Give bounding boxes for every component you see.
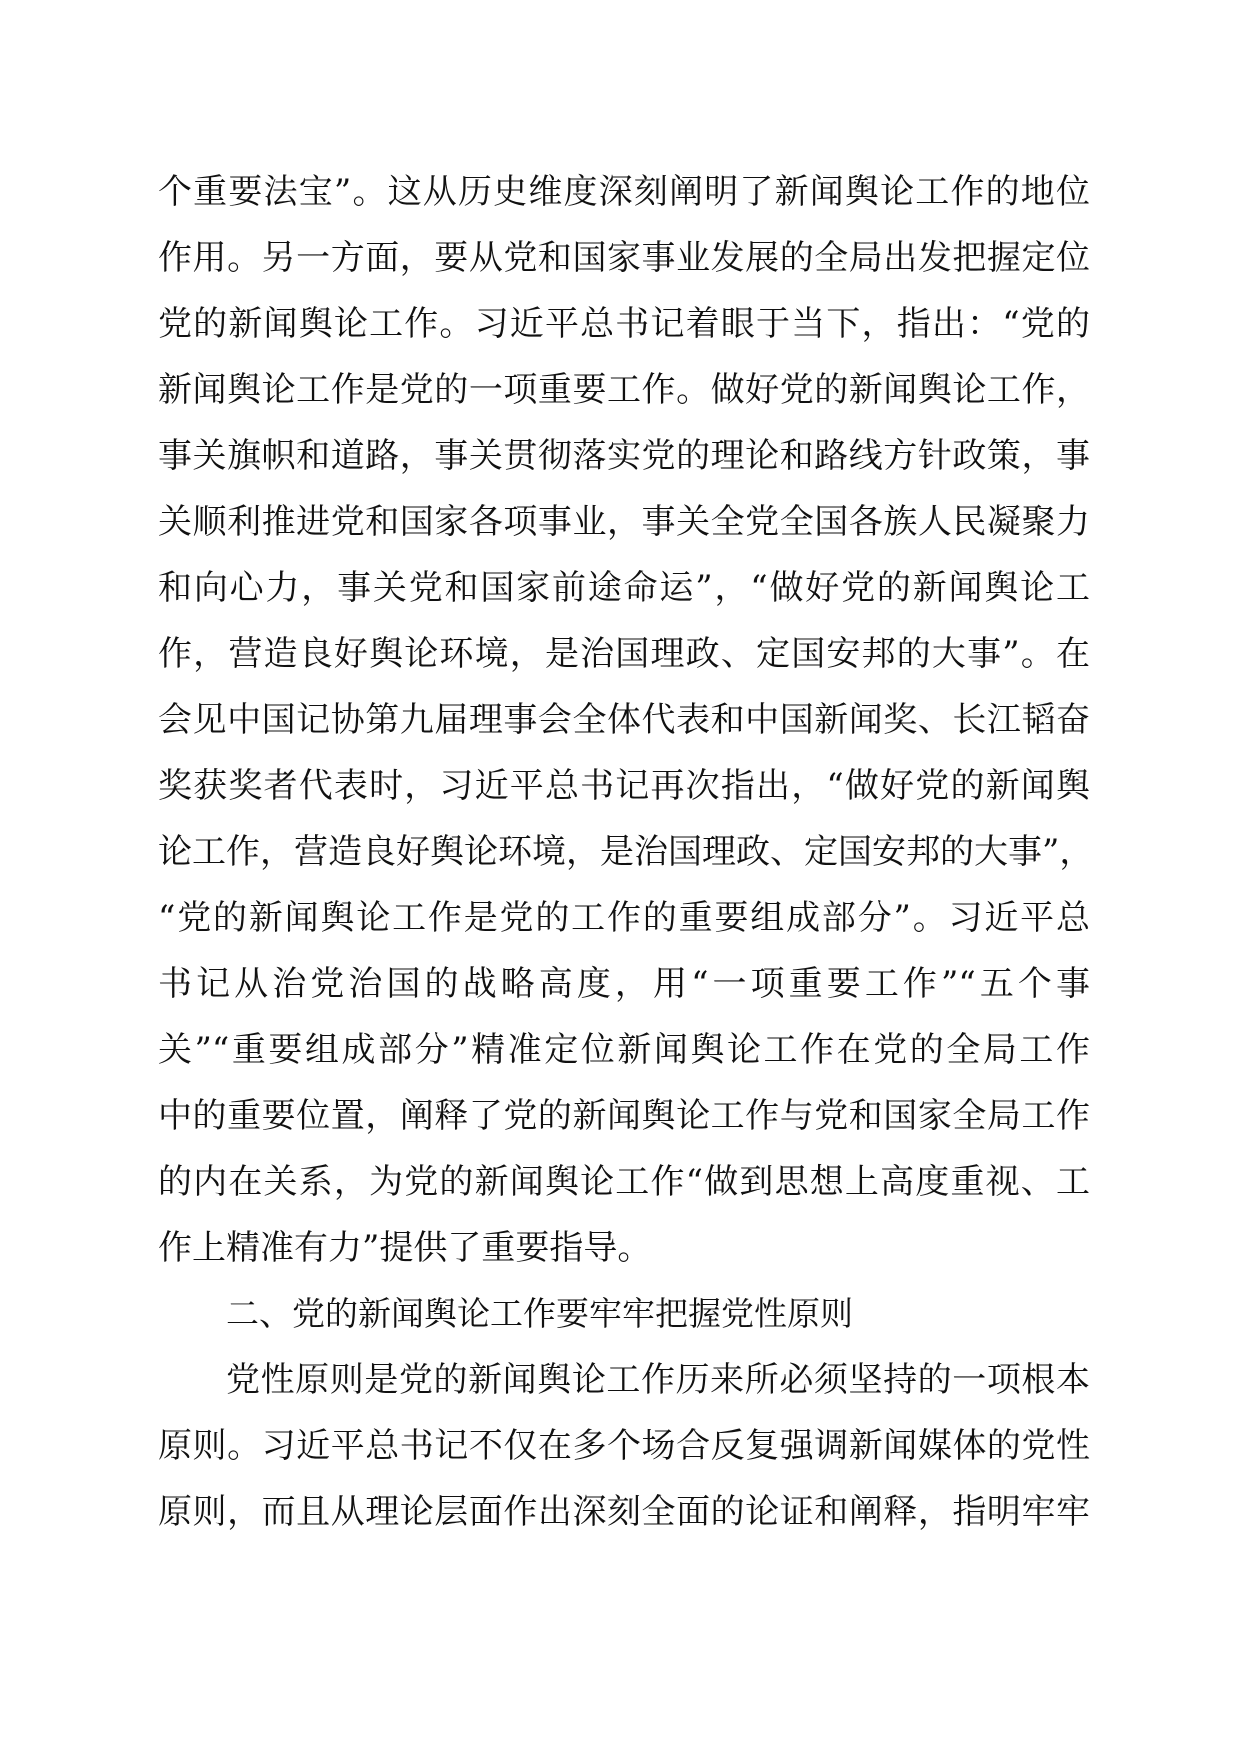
text-line: 关顺利推进党和国家各项事业，事关全党全国各族人民凝聚力 xyxy=(158,502,1090,542)
text-line: 原则，而且从理论层面作出深刻全面的论证和阐释，指明牢牢 xyxy=(158,1492,1090,1532)
text-line: 论工作，营造良好舆论环境，是治国理政、定国安邦的大事”， xyxy=(158,832,1094,872)
text-line: 中的重要位置，阐释了党的新闻舆论工作与党和国家全局工作 xyxy=(158,1096,1090,1136)
paragraph-2 xyxy=(158,1347,1090,1545)
text-line: 党性原则是党的新闻舆论工作历来所必须坚持的一项根本 xyxy=(226,1360,1090,1400)
text-line: 党的新闻舆论工作。习近平总书记着眼于当下，指出：“党的 xyxy=(158,304,1090,344)
section-heading: 二、党的新闻舆论工作要牢牢把握党性原则 xyxy=(226,1294,853,1333)
text-line: 书记从治党治国的战略高度，用“一项重要工作”“五个事 xyxy=(158,964,1090,1004)
text-line: 的内在关系，为党的新闻舆论工作“做到思想上高度重视、工 xyxy=(158,1162,1090,1202)
text-line: 作上精准有力”提供了重要指导。 xyxy=(158,1228,652,1268)
text-line: 和向心力，事关党和国家前途命运”，“做好党的新闻舆论工 xyxy=(158,568,1090,608)
text-line: 新闻舆论工作是党的一项重要工作。做好党的新闻舆论工作， xyxy=(158,370,1090,410)
text-line: 会见中国记协第九届理事会全体代表和中国新闻奖、长江韬奋 xyxy=(158,700,1090,740)
paragraph-1 xyxy=(158,159,1094,1281)
text-line: 个重要法宝”。这从历史维度深刻阐明了新闻舆论工作的地位 xyxy=(158,172,1090,212)
text-line: 事关旗帜和道路，事关贯彻落实党的理论和路线方针政策，事 xyxy=(158,436,1090,476)
text-line: 原则。习近平总书记不仅在多个场合反复强调新闻媒体的党性 xyxy=(158,1426,1090,1466)
text-line: 奖获奖者代表时，习近平总书记再次指出，“做好党的新闻舆 xyxy=(158,766,1090,806)
text-line: 作用。另一方面，要从党和国家事业发展的全局出发把握定位 xyxy=(158,238,1090,278)
text-line: 作，营造良好舆论环境，是治国理政、定国安邦的大事”。在 xyxy=(158,634,1090,674)
text-line: “党的新闻舆论工作是党的工作的重要组成部分”。习近平总 xyxy=(158,898,1090,938)
document-body xyxy=(158,159,1094,1545)
text-line: 关”“重要组成部分”精准定位新闻舆论工作在党的全局工作 xyxy=(158,1030,1090,1070)
